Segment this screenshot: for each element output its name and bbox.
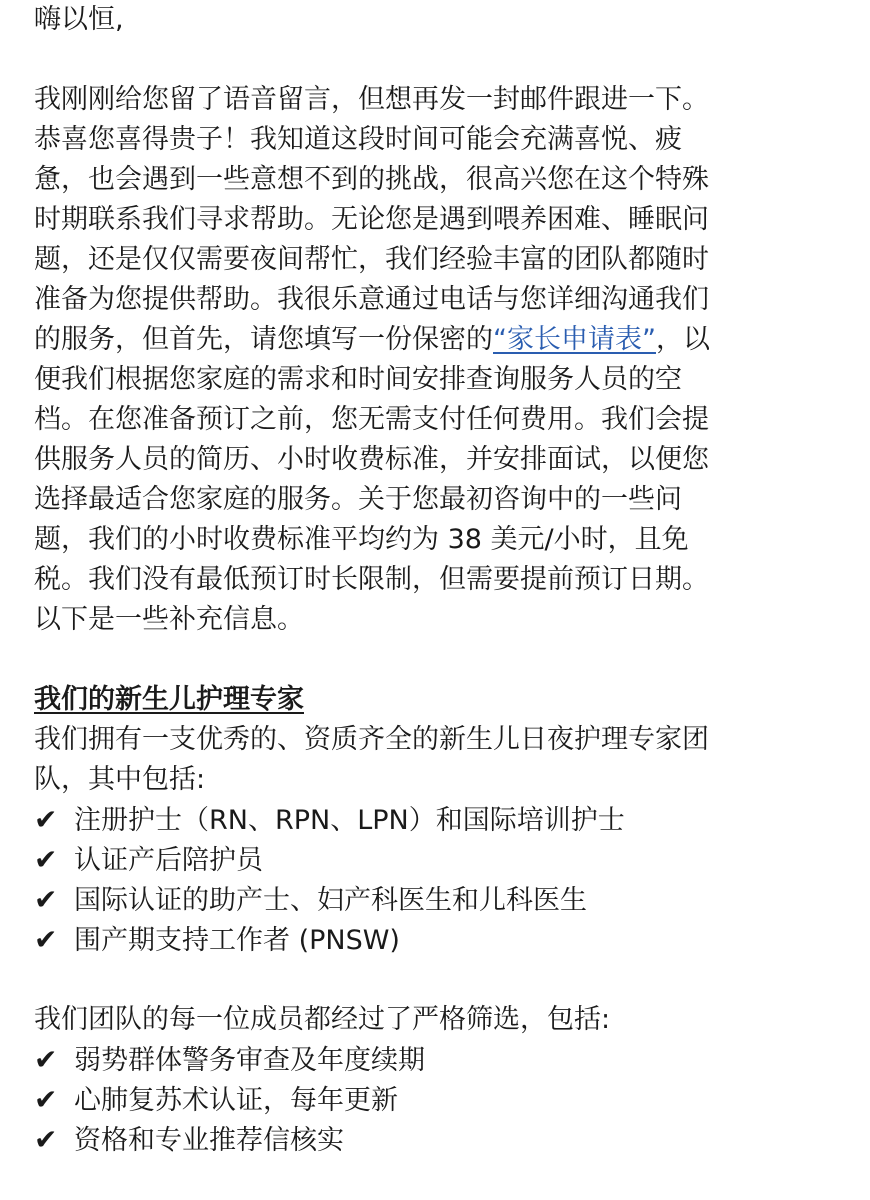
checkmark-icon: ✔ [34,923,58,956]
list-item [34,880,834,920]
intro-line: 以下是一些补充信息。 [34,604,304,635]
checkmark-icon: ✔ [34,1083,58,1116]
list-item-text: 注册护士（RN、RPN、LPN）和国际培训护士 [74,805,625,836]
intro-line: 题，还是仅仅需要夜间帮忙，我们经验丰富的团队都随时 [34,244,709,275]
intro-line: 选择最适合您家庭的服务。关于您最初咨询中的一些问 [34,484,682,515]
intro-text: ，以 [655,324,710,355]
list-item [34,920,834,960]
intro-line: 恭喜您喜得贵子！我知道这段时间可能会充满喜悦、疲 [34,124,682,155]
email-body [34,0,834,1160]
intro-line: 档。在您准备预订之前，您无需支付任何费用。我们会提 [34,404,709,435]
list-item-text: 弱势群体警务审查及年度续期 [74,1045,425,1076]
greeting: 嗨以恒, [34,4,124,35]
paragraph-spacer [34,640,834,680]
paragraph-spacer [34,40,834,80]
list-item-text: 国际认证的助产士、妇产科医生和儿科医生 [74,885,587,916]
screening-intro: 我们团队的每一位成员都经过了严格筛选，包括: [34,1004,611,1035]
list-item [34,840,834,880]
intro-line: 题，我们的小时收费标准平均约为 38 美元/小时，且免 [34,524,689,555]
intro-line: 时期联系我们寻求帮助。无论您是遇到喂养困难、睡眠问 [34,204,709,235]
intro-line: 便我们根据您家庭的需求和时间安排查询服务人员的空 [34,364,682,395]
list-item [34,800,834,840]
checkmark-icon: ✔ [34,1043,58,1076]
list-item-text: 围产期支持工作者 (PNSW) [74,925,400,956]
experts-description: 队，其中包括: [34,764,206,795]
list-item [34,1080,834,1120]
intro-line: 税。我们没有最低预订时长限制，但需要提前预订日期。 [34,564,709,595]
checkmark-icon: ✔ [34,883,58,916]
intro-line: 准备为您提供帮助。我很乐意通过电话与您详细沟通我们 [34,284,709,315]
paragraph-spacer [34,960,834,1000]
intro-line: 惫，也会遇到一些意想不到的挑战，很高兴您在这个特殊 [34,164,709,195]
intro-paragraph [34,80,834,640]
list-item-text: 认证产后陪护员 [74,845,263,876]
experts-heading: 我们的新生儿护理专家 [34,684,304,715]
list-item [34,1120,834,1160]
checkmark-icon: ✔ [34,803,58,836]
intro-line: 我刚刚给您留了语音留言，但想再发一封邮件跟进一下。 [34,84,709,115]
intro-text: 的服务，但首先，请您填写一份保密的 [34,324,493,355]
list-item [34,1040,834,1080]
parent-application-form-link[interactable]: “家长申请表” [493,324,656,355]
screening-section [34,1000,834,1160]
experts-description: 我们拥有一支优秀的、资质齐全的新生儿日夜护理专家团 [34,724,709,755]
intro-line-with-link [34,320,834,360]
list-item-text: 资格和专业推荐信核实 [74,1125,344,1156]
checkmark-icon: ✔ [34,843,58,876]
intro-line: 供服务人员的简历、小时收费标准，并安排面试，以便您 [34,444,709,475]
experts-section [34,680,834,960]
list-item-text: 心肺复苏术认证，每年更新 [74,1085,398,1116]
checkmark-icon: ✔ [34,1123,58,1156]
